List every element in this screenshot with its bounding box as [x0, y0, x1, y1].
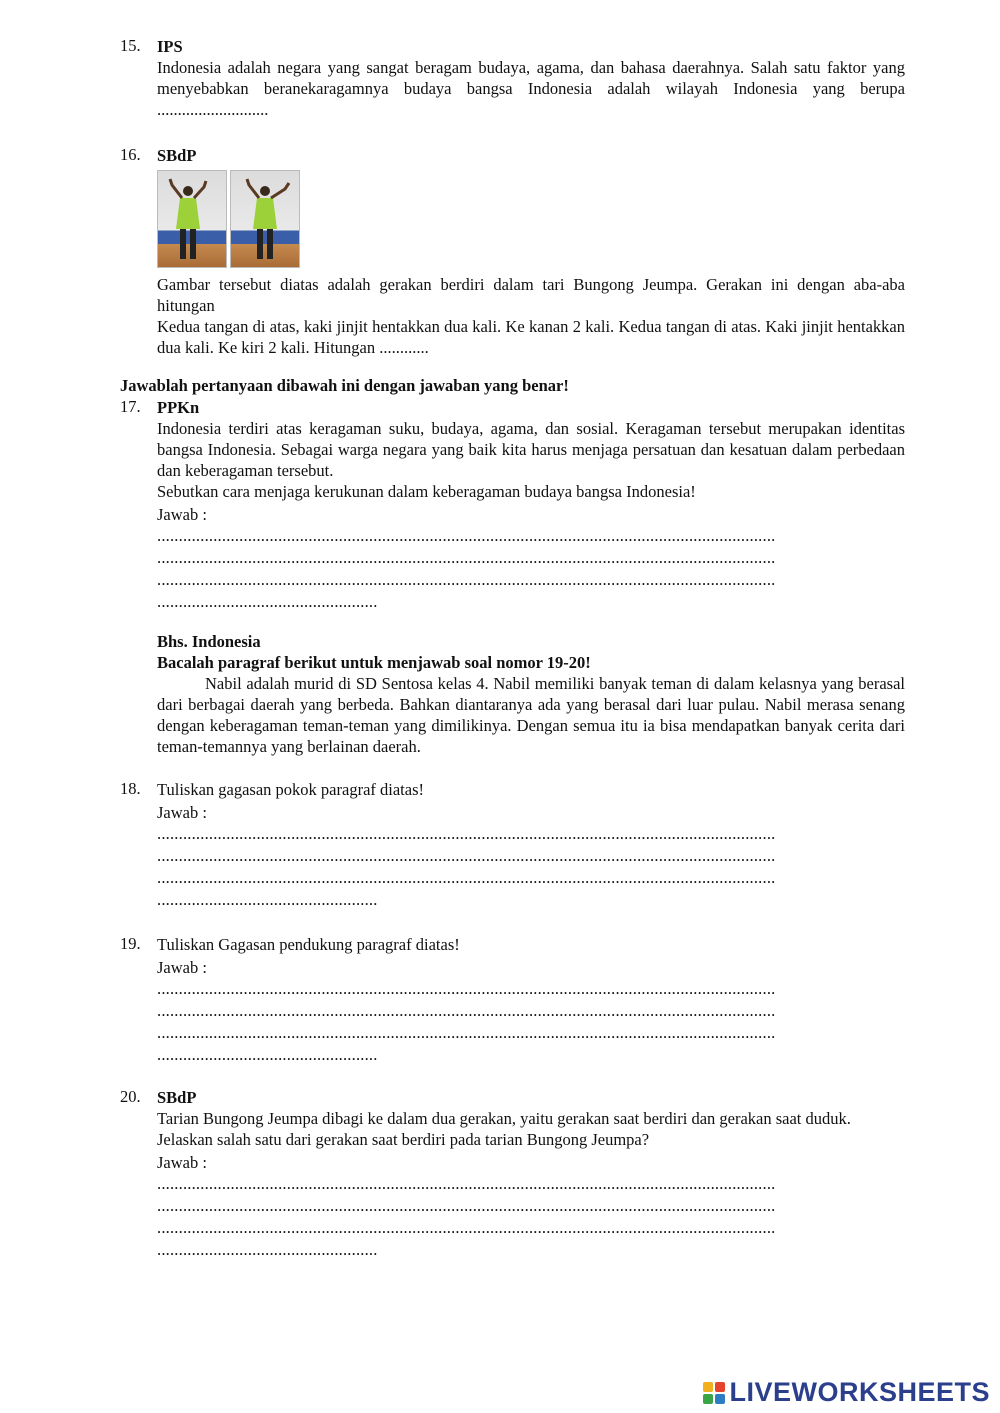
- question-text: Indonesia adalah negara yang sangat beragam budaya, agama, dan bahasa daerahnya. Salah satu faktor yang menyebabkan beranekaragamnya budaya bangsa Indonesia adalah wilayah Indonesia yang berupa ...........................: [157, 58, 905, 119]
- question-prompt: Sebutkan cara menjaga kerukunan dalam keberagaman budaya bangsa Indonesia!: [157, 482, 696, 501]
- answer-label: Jawab :: [157, 958, 207, 977]
- answer-label: Jawab :: [157, 505, 207, 524]
- question-17: [120, 397, 905, 613]
- question-text: Tarian Bungong Jeumpa dibagi ke dalam dua gerakan, yaitu gerakan saat berdiri dan gerakan saat duduk. Jelaskan salah satu dari gerakan saat berdiri pada tarian Bungong Jeumpa?: [157, 1109, 851, 1149]
- answer-line[interactable]: ...............................................................................................................................................: [157, 1001, 776, 1020]
- question-subject: SBdP: [157, 1088, 197, 1107]
- answer-line[interactable]: ...................................................: [157, 1045, 378, 1064]
- reading-paragraph: Nabil adalah murid di SD Sentosa kelas 4. Nabil memiliki banyak teman di dalam kelasnya yang berasal dari berbagai daerah yang berbeda. Bahkan diantaranya ada yang berasal dari luar pulau. Nabil merasa senang dengan keberagaman teman-teman yang dimilikinya. Dengan semua itu ia bisa mendapatkan banyak cerita dari teman-temannya yang berlainan daerah.: [157, 674, 905, 756]
- question-subject: PPKn: [157, 398, 200, 417]
- question-number: 17.: [120, 397, 141, 416]
- answer-line[interactable]: ...............................................................................................................................................: [157, 1196, 776, 1215]
- logo-square: [715, 1394, 725, 1404]
- section-subject: Bhs. Indonesia: [157, 632, 261, 651]
- answer-label: Jawab :: [157, 803, 207, 822]
- answer-line[interactable]: ...............................................................................................................................................: [157, 548, 776, 567]
- question-text: Indonesia terdiri atas keragaman suku, budaya, agama, dan sosial. Keragaman tersebut merupakan identitas bangsa Indonesia. Sebagai warga negara yang baik kita harus menjaga persatuan dan kesatuan dalam perbedaan dan keberagaman tersebut.: [157, 419, 905, 480]
- question-number: 18.: [120, 779, 141, 798]
- answer-line[interactable]: ...............................................................................................................................................: [157, 526, 776, 545]
- question-number: 20.: [120, 1087, 141, 1106]
- question-text: Gambar tersebut diatas adalah gerakan berdiri dalam tari Bungong Jeumpa. Gerakan ini dengan aba-aba hitungan: [157, 275, 905, 315]
- question-prompt: Tuliskan gagasan pokok paragraf diatas!: [157, 780, 424, 799]
- logo-square: [703, 1394, 713, 1404]
- logo-square: [703, 1382, 713, 1392]
- question-18: [120, 779, 905, 911]
- answer-line[interactable]: ...............................................................................................................................................: [157, 824, 776, 843]
- question-subject: IPS: [157, 37, 183, 56]
- reading-section: [120, 631, 905, 757]
- question-prompt: Tuliskan Gagasan pendukung paragraf diatas!: [157, 935, 460, 954]
- logo-square: [715, 1382, 725, 1392]
- dance-photos: [157, 170, 905, 268]
- answer-line[interactable]: ...................................................: [157, 592, 378, 611]
- question-16: [120, 145, 905, 358]
- answer-line[interactable]: ...............................................................................................................................................: [157, 979, 776, 998]
- answer-line[interactable]: ...............................................................................................................................................: [157, 868, 776, 887]
- dancer-photo-1: [157, 170, 227, 268]
- question-subject: SBdP: [157, 146, 197, 165]
- answer-line[interactable]: ...............................................................................................................................................: [157, 846, 776, 865]
- answer-line[interactable]: ...............................................................................................................................................: [157, 1174, 776, 1193]
- section-instruction: Jawablah pertanyaan dibawah ini dengan jawaban yang benar!: [120, 376, 569, 395]
- question-number: 19.: [120, 934, 141, 953]
- question-15: [120, 36, 905, 120]
- question-number: 15.: [120, 36, 141, 55]
- question-text-2: Kedua tangan di atas, kaki jinjit hentakkan dua kali. Ke kanan 2 kali. Kedua tangan di atas. Kaki jinjit hentakkan dua kali. Ke kiri 2 kali. Hitungan ............: [157, 317, 905, 357]
- answer-line[interactable]: ...............................................................................................................................................: [157, 570, 776, 589]
- question-20: [120, 1087, 905, 1261]
- question-number: 16.: [120, 145, 141, 164]
- question-19: [120, 934, 905, 1066]
- answer-line[interactable]: ...............................................................................................................................................: [157, 1023, 776, 1042]
- answer-line[interactable]: ...................................................: [157, 890, 378, 909]
- liveworksheets-logo[interactable]: [703, 1377, 990, 1408]
- answer-line[interactable]: ...................................................: [157, 1240, 378, 1259]
- reading-instruction: Bacalah paragraf berikut untuk menjawab soal nomor 19-20!: [157, 653, 591, 672]
- dancer-photo-2: [230, 170, 300, 268]
- logo-text: LIVEWORKSHEETS: [729, 1377, 990, 1407]
- answer-line[interactable]: ...............................................................................................................................................: [157, 1218, 776, 1237]
- logo-mark-icon: [703, 1382, 725, 1404]
- answer-label: Jawab :: [157, 1153, 207, 1172]
